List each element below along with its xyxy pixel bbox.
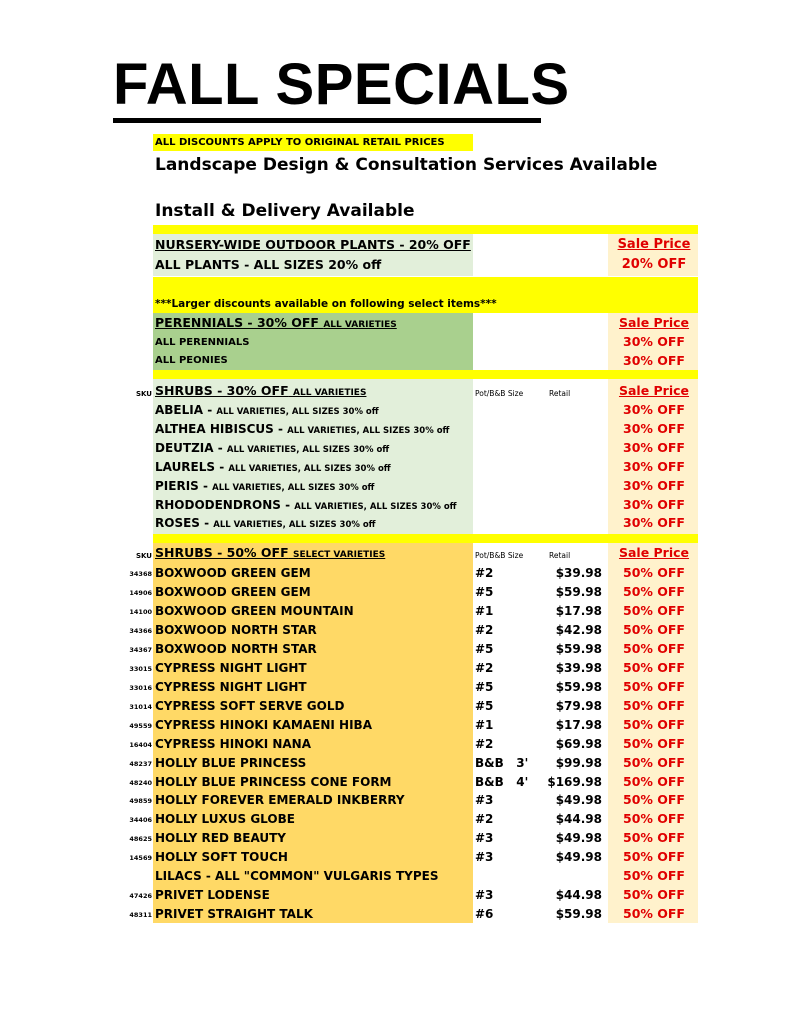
sku-number: 34366 xyxy=(129,626,152,635)
sale-discount: 50% OFF xyxy=(623,678,685,694)
shrubs50-heading-sub: SELECT VARIETIES xyxy=(293,550,386,560)
plant-name: PRIVET LODENSE xyxy=(155,888,270,903)
table-row-name xyxy=(155,477,374,497)
sku-number: 48311 xyxy=(129,911,152,920)
retail-price: $39.98 xyxy=(555,660,602,675)
sku-number: 34367 xyxy=(129,645,152,654)
shrubs50-heading xyxy=(155,544,385,564)
sale-discount: 50% OFF xyxy=(623,640,685,656)
sale-discount: 30% OFF xyxy=(623,439,685,455)
plant-name: BOXWOOD NORTH STAR xyxy=(155,622,317,637)
nursery-line: ALL PLANTS - ALL SIZES 20% off xyxy=(155,257,382,272)
table-row-name xyxy=(155,496,457,516)
retail-price: $49.98 xyxy=(555,831,602,846)
perennial-item: ALL PERENNIALS xyxy=(155,337,250,348)
plant-name: RHODODENDRONS - xyxy=(155,497,291,512)
sale-discount: 30% OFF xyxy=(623,458,685,474)
sale-discount: 50% OFF xyxy=(623,621,685,637)
sale-discount: 50% OFF xyxy=(623,906,685,922)
sale-discount: 50% OFF xyxy=(623,868,685,884)
table-row-name xyxy=(155,514,376,534)
pot-size: #5 xyxy=(475,698,494,713)
plant-name: LAURELS - xyxy=(155,459,225,474)
plant-name: HOLLY FOREVER EMERALD INKBERRY xyxy=(155,793,405,808)
sku-label: SKU xyxy=(135,552,152,560)
sale-discount: 30% OFF xyxy=(623,477,685,493)
retail-price: $49.98 xyxy=(555,793,602,808)
sku-number: 33016 xyxy=(129,683,152,692)
table-row-name xyxy=(155,401,379,421)
plant-name: BOXWOOD NORTH STAR xyxy=(155,641,317,656)
sku-number: 49559 xyxy=(129,721,152,730)
plant-name: HOLLY BLUE PRINCESS CONE FORM xyxy=(155,774,392,789)
sku-number: 14100 xyxy=(129,607,152,616)
plant-name: HOLLY BLUE PRINCESS xyxy=(155,755,307,770)
plant-name: BOXWOOD GREEN MOUNTAIN xyxy=(155,603,354,618)
plant-name: ROSES - xyxy=(155,516,210,531)
plant-name: LILACS - ALL "COMMON" VULGARIS TYPES xyxy=(155,869,439,884)
retail-label: Retail xyxy=(549,551,571,560)
sale-discount: 50% OFF xyxy=(623,697,685,713)
retail-price: $42.98 xyxy=(555,622,602,637)
sku-number: 16404 xyxy=(129,740,152,749)
retail-price: $59.98 xyxy=(555,585,602,599)
retail-price: $49.98 xyxy=(555,850,602,865)
yellow-band xyxy=(153,370,698,379)
yellow-band xyxy=(153,534,698,543)
services-text: Landscape Design & Consultation Services Available xyxy=(155,155,658,175)
perennial-item: ALL PEONIES xyxy=(155,355,228,366)
sku-number: 48625 xyxy=(129,835,152,844)
nursery-sale-value: 20% OFF xyxy=(621,257,687,272)
pot-size-label: Pot/B&B Size xyxy=(475,551,524,560)
sale-discount: 50% OFF xyxy=(623,754,685,770)
plant-variety-note: ALL VARIETIES, ALL SIZES 30% off xyxy=(226,444,390,455)
retail-price: $44.98 xyxy=(555,812,602,827)
sale-discount: 50% OFF xyxy=(623,602,685,618)
shrubs30-heading xyxy=(155,382,366,402)
plant-name: HOLLY SOFT TOUCH xyxy=(155,850,288,865)
retail-price: $17.98 xyxy=(555,603,602,618)
sale-discount: 30% OFF xyxy=(623,496,685,512)
sale-discount: 50% OFF xyxy=(623,830,685,846)
pot-size: #3 xyxy=(475,850,494,865)
perennials-heading xyxy=(155,314,397,334)
plant-variety-note: ALL VARIETIES, ALL SIZES 30% off xyxy=(287,425,450,436)
plant-name: ALTHEA HIBISCUS - xyxy=(155,421,283,436)
plant-name: PRIVET STRAIGHT TALK xyxy=(155,907,313,922)
pot-size: #3 xyxy=(475,888,494,903)
plant-name: CYPRESS NIGHT LIGHT xyxy=(155,679,307,694)
sale-discount: 50% OFF xyxy=(623,716,685,732)
sku-number: 33015 xyxy=(129,664,152,673)
plant-name: HOLLY LUXUS GLOBE xyxy=(155,812,295,827)
table-row-name xyxy=(155,439,389,459)
sku-number: 47426 xyxy=(129,892,152,901)
sale-discount: 50% OFF xyxy=(623,773,685,789)
plant-variety-note: ALL VARIETIES, ALL SIZES 30% off xyxy=(213,520,376,531)
pot-size: #2 xyxy=(475,622,494,637)
pot-size: #5 xyxy=(475,641,494,656)
shrubs30-sale-header: Sale Price xyxy=(618,383,690,398)
pot-size: #2 xyxy=(475,736,494,751)
shrubs30-heading-main: SHRUBS - 30% OFF xyxy=(155,383,289,398)
plant-variety-note: ALL VARIETIES, ALL SIZES 30% off xyxy=(216,407,379,417)
plant-name: ABELIA - xyxy=(155,403,213,417)
shrubs50-sale-header: Sale Price xyxy=(618,545,690,560)
plant-name: CYPRESS SOFT SERVE GOLD xyxy=(155,698,345,713)
plant-name: HOLLY RED BEAUTY xyxy=(155,831,286,846)
sku-number: 49859 xyxy=(129,797,152,806)
table-row-name xyxy=(155,420,449,440)
plant-name: BOXWOOD GREEN GEM xyxy=(155,566,311,580)
retail-price: $99.98 xyxy=(555,755,602,770)
retail-price: $79.98 xyxy=(555,698,602,713)
plant-name: PIERIS - xyxy=(155,478,208,493)
sku-number: 14906 xyxy=(129,589,152,597)
sale-discount: 30% OFF xyxy=(623,402,685,417)
pot-size: #1 xyxy=(475,603,494,618)
retail-price: $69.98 xyxy=(555,736,602,751)
perennials-heading-main: PERENNIALS - 30% OFF xyxy=(155,315,319,330)
sale-discount: 50% OFF xyxy=(623,849,685,865)
pot-size: #5 xyxy=(475,585,494,599)
plant-variety-note: ALL VARIETIES, ALL SIZES 30% off xyxy=(294,501,457,512)
pot-size: #5 xyxy=(475,679,494,694)
sku-number: 34406 xyxy=(129,816,152,825)
perennial-sale: 30% OFF xyxy=(623,334,685,349)
pot-size: #2 xyxy=(475,566,494,580)
sale-discount: 30% OFF xyxy=(623,420,685,436)
perennials-sale-header: Sale Price xyxy=(618,315,690,330)
sale-discount: 50% OFF xyxy=(623,792,685,808)
sku-label: SKU xyxy=(135,390,152,398)
pot-size: #2 xyxy=(475,660,494,675)
pot-size: #1 xyxy=(475,717,494,732)
sale-discount: 50% OFF xyxy=(623,584,685,599)
perennials-heading-sub: ALL VARIETIES xyxy=(323,320,397,330)
pot-size: #3 xyxy=(475,793,494,808)
plant-variety-note: ALL VARIETIES, ALL SIZES 30% off xyxy=(212,482,375,493)
sale-discount: 50% OFF xyxy=(623,565,685,580)
plant-name: CYPRESS HINOKI KAMAENI HIBA xyxy=(155,717,372,732)
sale-discount: 50% OFF xyxy=(623,887,685,903)
sku-number: 14569 xyxy=(129,854,152,863)
retail-price: $39.98 xyxy=(555,566,602,580)
shrubs50-heading-main: SHRUBS - 50% OFF xyxy=(155,545,289,560)
retail-price: $59.98 xyxy=(555,679,602,694)
sku-number: 34368 xyxy=(129,570,152,578)
retail-price: $169.98 xyxy=(547,774,602,789)
sku-number: 31014 xyxy=(129,702,152,711)
table-row-name xyxy=(155,458,391,478)
plant-name: BOXWOOD GREEN GEM xyxy=(155,585,311,599)
discount-notice: ALL DISCOUNTS APPLY TO ORIGINAL RETAIL PRICES xyxy=(155,137,445,148)
perennial-sale: 30% OFF xyxy=(623,353,685,368)
sku-number: 48240 xyxy=(129,778,152,787)
retail-price: $17.98 xyxy=(555,717,602,732)
plant-name: CYPRESS NIGHT LIGHT xyxy=(155,660,307,675)
pot-size-label: Pot/B&B Size xyxy=(475,389,524,398)
sale-discount: 30% OFF xyxy=(623,515,685,531)
sale-discount: 50% OFF xyxy=(623,811,685,827)
sale-discount: 50% OFF xyxy=(623,659,685,675)
retail-price: $59.98 xyxy=(555,641,602,656)
install-text: Install & Delivery Available xyxy=(155,201,415,221)
yellow-band xyxy=(153,225,698,234)
nursery-heading: NURSERY-WIDE OUTDOOR PLANTS - 20% OFF xyxy=(155,237,471,252)
plant-name: DEUTZIA - xyxy=(155,440,223,455)
pot-size: B&B 4' xyxy=(475,774,529,789)
title-underline xyxy=(113,118,541,123)
pot-size: #6 xyxy=(475,907,494,922)
nursery-sale-header: Sale Price xyxy=(617,237,691,252)
sku-number: 48237 xyxy=(129,759,152,768)
pot-size: #3 xyxy=(475,831,494,846)
larger-discounts-note: ***Larger discounts available on following select items*** xyxy=(155,298,497,310)
sale-discount: 50% OFF xyxy=(623,735,685,751)
pot-size: B&B 3' xyxy=(475,755,529,770)
plant-variety-note: ALL VARIETIES, ALL SIZES 30% off xyxy=(228,463,391,474)
retail-price: $59.98 xyxy=(555,907,602,922)
shrubs30-heading-sub: ALL VARIETIES xyxy=(293,388,367,398)
retail-label: Retail xyxy=(549,389,571,398)
retail-price: $44.98 xyxy=(555,888,602,903)
plant-name: CYPRESS HINOKI NANA xyxy=(155,736,312,751)
page-title: FALL SPECIALS xyxy=(113,52,570,117)
pot-size: #2 xyxy=(475,812,494,827)
